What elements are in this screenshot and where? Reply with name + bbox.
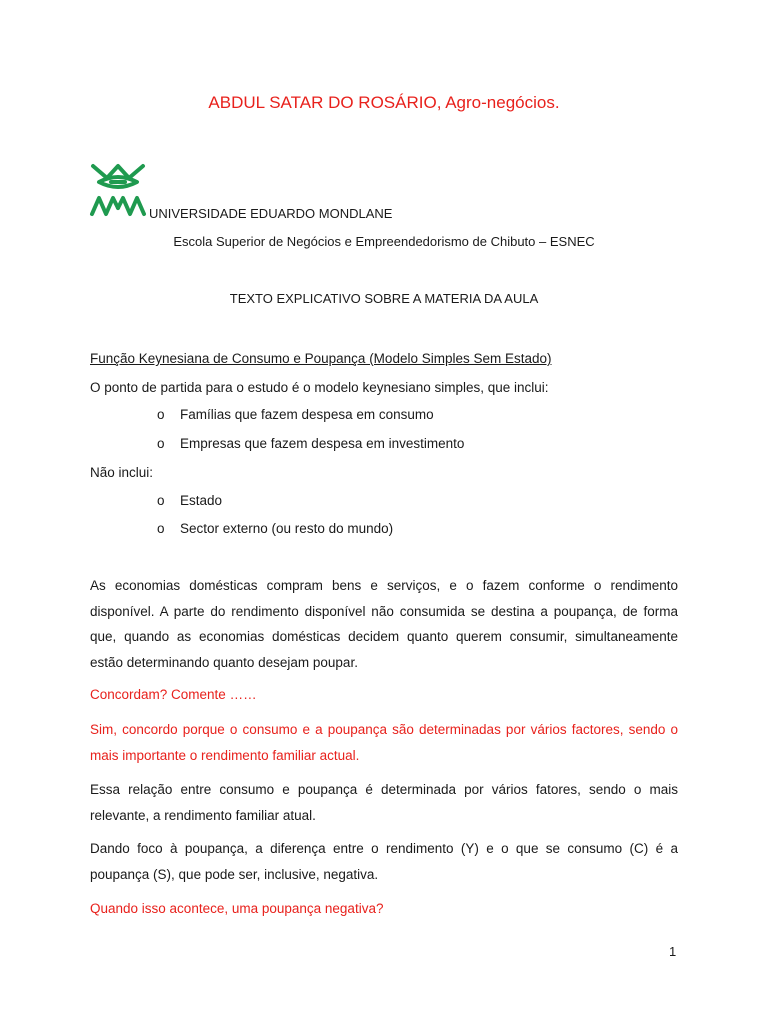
author-title: ABDUL SATAR DO ROSÁRIO, Agro-negócios. [208,93,560,112]
university-name: UNIVERSIDADE EDUARDO MONDLANE [149,206,393,221]
not-includes-label: Não inclui: [90,465,154,480]
bullet-marker: o [157,521,165,536]
section-heading: Função Keynesiana de Consumo e Poupança (Modelo Simples Sem Estado) [90,351,552,366]
university-logo-icon [89,160,147,218]
paragraph-economias: As economias domésticas compram bens e serviços, e o fazem conforme o rendimento disponível. A parte do rendimento disponível não consumida se destina a poupança, de forma que, quando as economias domésticas decidem quanto querem consumir, simultaneamente estão determinando quanto desejam poupar. [90,578,678,670]
bullet-marker: o [157,407,165,422]
list-item: Estado [180,493,223,508]
list-item: Empresas que fazem despesa em investimento [180,436,465,451]
bullet-marker: o [157,436,165,451]
school-name: Escola Superior de Negócios e Empreendedorismo de Chibuto – ESNEC [173,234,595,249]
question-concordam: Concordam? Comente …… [90,687,257,702]
paragraph-poupanca: Dando foco à poupança, a diferença entre o rendimento (Y) e o que se consumo (C) é a poupança (S), que pode ser, inclusive, negativa. [90,841,678,882]
list-item: Sector externo (ou resto do mundo) [180,521,394,536]
question-poupanca-negativa: Quando isso acontece, uma poupança negativa? [90,901,384,916]
list-item: Famílias que fazem despesa em consumo [180,407,434,422]
paragraph-relacao: Essa relação entre consumo e poupança é determinada por vários fatores, sendo o mais relevante, a rendimento familiar atual. [90,782,678,823]
document-heading: TEXTO EXPLICATIVO SOBRE A MATERIA DA AULA [229,291,539,306]
page-number: 1 [669,944,677,959]
answer-concordo: Sim, concordo porque o consumo e a poupança são determinadas por vários factores, sendo o mais importante o rendimento familiar actual. [90,722,678,763]
intro-line: O ponto de partida para o estudo é o modelo keynesiano simples, que inclui: [90,380,549,395]
bullet-marker: o [157,493,165,508]
